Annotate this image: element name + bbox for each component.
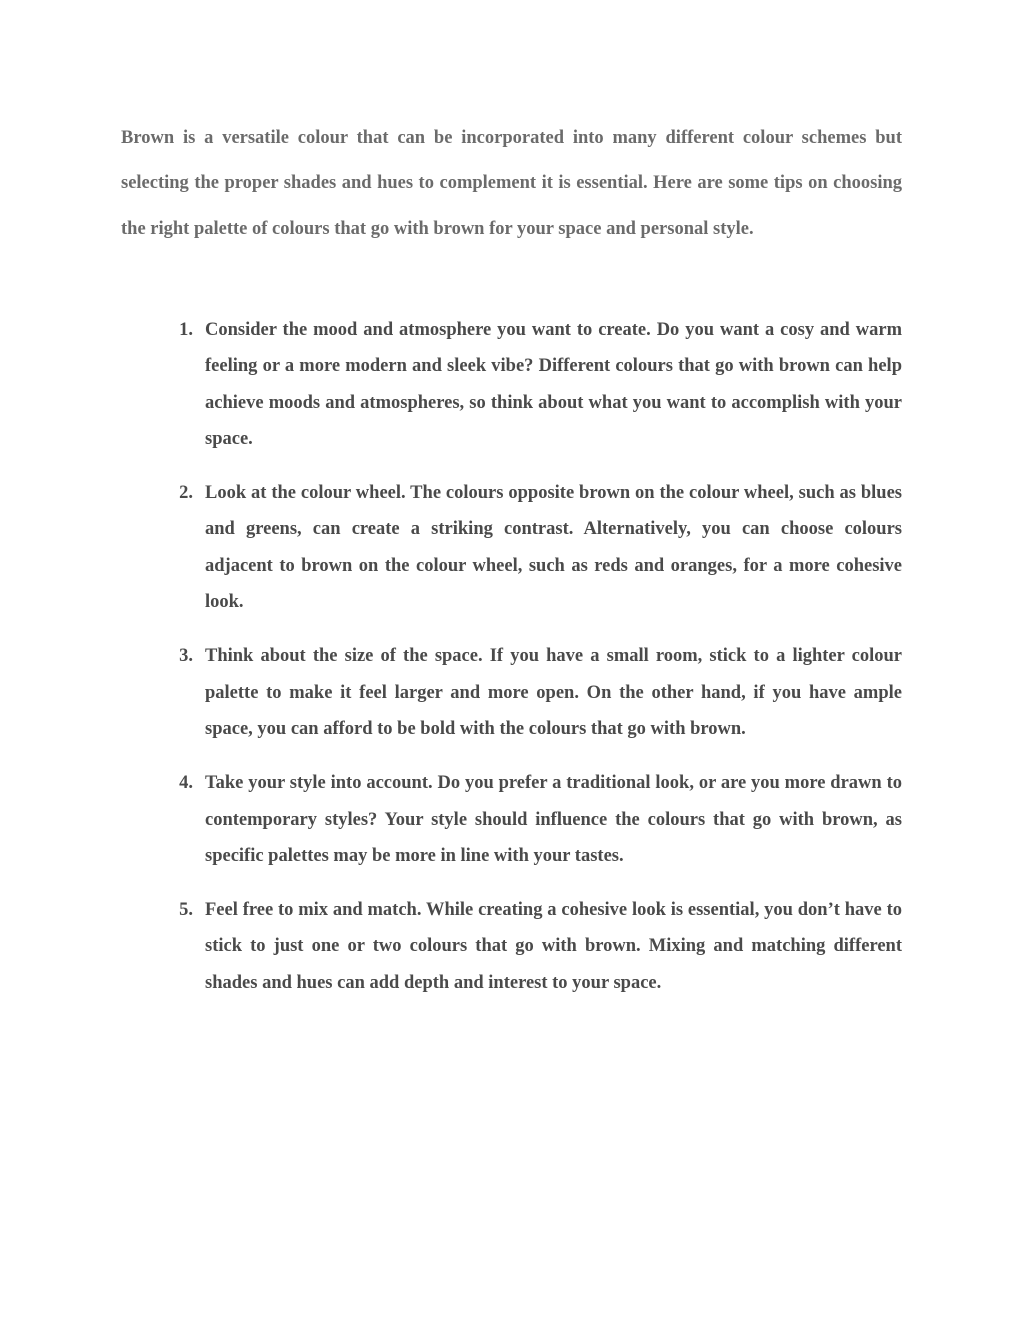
list-item-number: 3. [179, 646, 193, 667]
list-item-text: Take your style into account. Do you prefer a traditional look, or are you more drawn to contemporary styles? Your style should influence the colours that go with brown, as specific palettes may be more in line with your tastes. [205, 773, 902, 866]
list-item-text: Look at the colour wheel. The colours opposite brown on the colour wheel, such as blues and greens, can create a striking contrast. Alternatively, you can choose colours adjacent to brown on the colour wheel, such as reds and oranges, for a more cohesive look. [205, 483, 902, 613]
tips-list [121, 312, 902, 1019]
list-item [121, 638, 902, 747]
list-item-number: 1. [179, 320, 193, 340]
list-item-text: Think about the size of the space. If you have a small room, stick to a lighter colour palette to make it feel larger and more open. On the other hand, if you have ample space, you can afford to be bold with the colours that go with brown. [205, 646, 902, 739]
list-item-number: 4. [179, 773, 193, 794]
list-item-text: Feel free to mix and match. While creating a cohesive look is essential, you don’t have to stick to just one or two colours that go with brown. Mixing and matching different shades and hues can add depth and interest to your space. [205, 900, 902, 993]
intro-paragraph: Brown is a versatile colour that can be incorporated into many different colour schemes but selecting the proper shades and hues to complement it is essential. Here are some tips on choosing the right palette of colours that go with brown for your space and personal style. [121, 128, 902, 239]
list-item [121, 312, 902, 457]
list-item-number: 2. [179, 483, 193, 504]
list-item [121, 892, 902, 1001]
list-item [121, 765, 902, 874]
list-item [121, 475, 902, 620]
list-item-text: Consider the mood and atmosphere you want to create. Do you want a cosy and warm feeling or a more modern and sleek vibe? Different colours that go with brown can help achieve moods and atmospheres, so think about what you want to accomplish with your space. [205, 320, 902, 449]
list-item-number: 5. [179, 900, 193, 921]
